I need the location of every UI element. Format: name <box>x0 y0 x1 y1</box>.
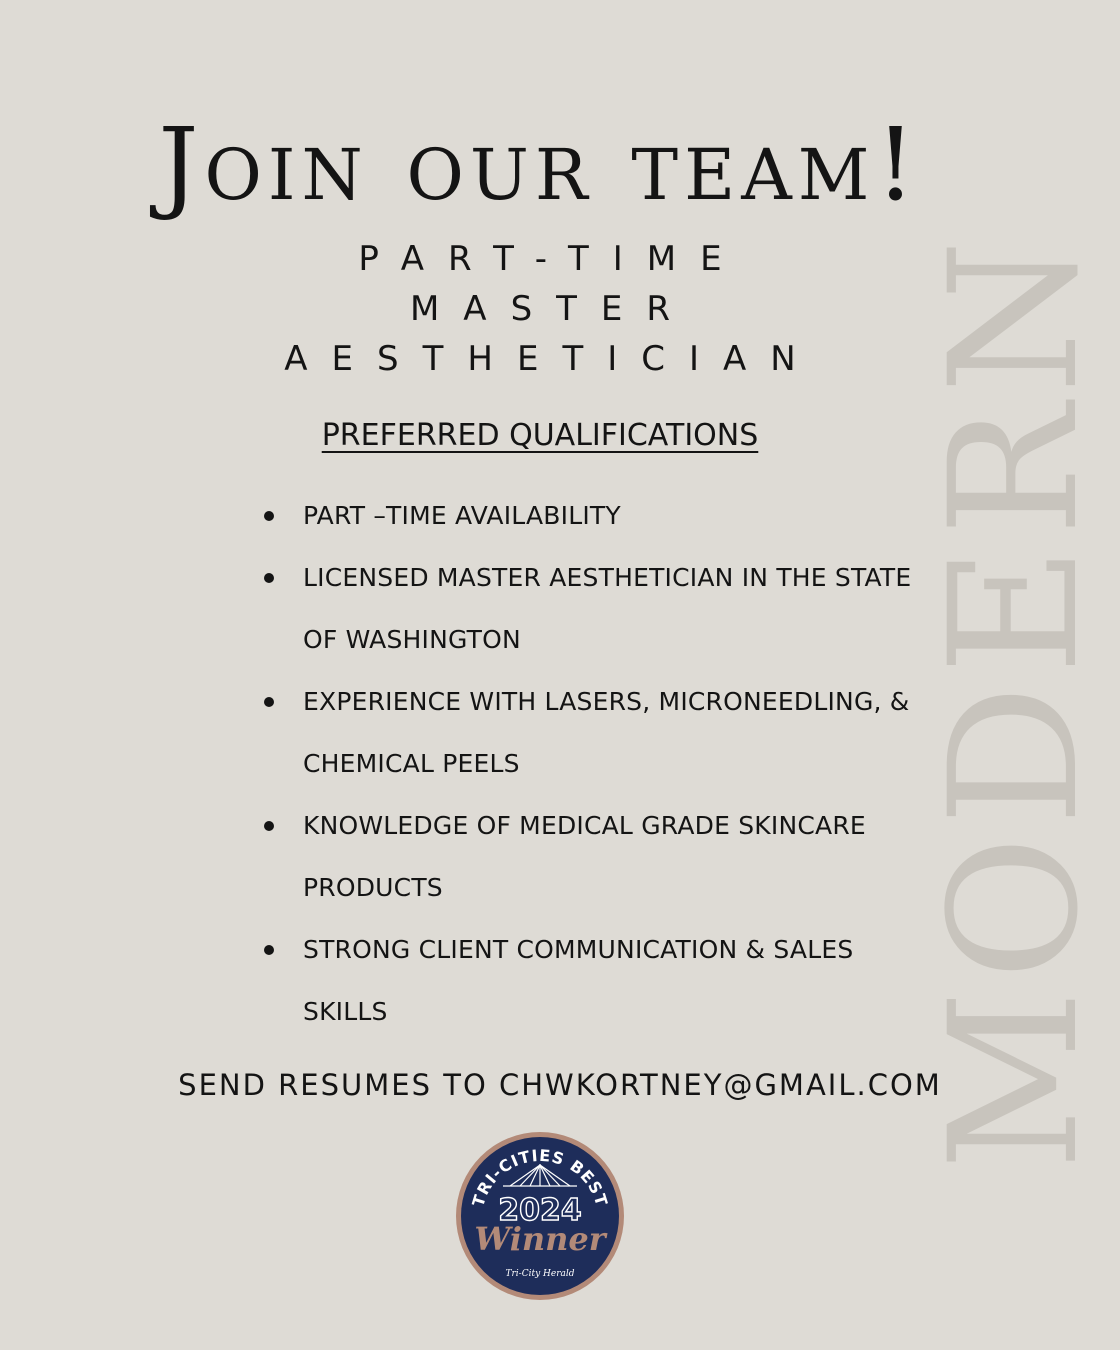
badge-publisher: Tri-City Herald <box>505 1269 575 1279</box>
bullet-icon <box>264 511 274 521</box>
qualification-item <box>262 795 912 919</box>
bullet-icon <box>264 697 274 707</box>
qualification-text: STRONG CLIENT COMMUNICATION & SALES SKILLS <box>303 935 854 1026</box>
job-title <box>0 234 1080 384</box>
qualification-text: PART –TIME AVAILABILITY <box>303 501 621 530</box>
modern-watermark: MODERN <box>912 229 1117 1171</box>
job-title-line-3: AESTHETICIAN <box>284 339 820 379</box>
bullet-icon <box>264 573 274 583</box>
page-title: Join our team! <box>158 106 922 223</box>
bullet-icon <box>264 821 274 831</box>
qualification-text: KNOWLEDGE OF MEDICAL GRADE SKINCARE PRODUCTS <box>303 811 866 902</box>
qualifications-heading: PREFERRED QUALIFICATIONS <box>321 418 759 453</box>
qualification-item <box>262 671 912 795</box>
badge-top-text: TRI-CITIES BEST <box>468 1145 612 1209</box>
job-title-line-2: MASTER <box>409 289 695 329</box>
qualification-item <box>262 919 912 1043</box>
qualifications-list <box>262 485 912 1043</box>
badge-word: Winner <box>474 1220 606 1258</box>
send-resumes-text: SEND RESUMES TO CHWKORTNEY@GMAIL.COM <box>178 1068 942 1102</box>
qualification-text: EXPERIENCE WITH LASERS, MICRONEEDLING, & CHEMICAL PEELS <box>303 687 910 778</box>
qualification-item <box>262 485 912 547</box>
job-title-line-1: PART-TIME <box>358 239 746 279</box>
tri-cities-best-winner-badge <box>455 1131 625 1301</box>
bullet-icon <box>264 945 274 955</box>
qualification-text: LICENSED MASTER AESTHETICIAN IN THE STATE OF WASHINGTON <box>303 563 912 654</box>
qualification-item <box>262 547 912 671</box>
badge-year: 2024 <box>498 1193 582 1228</box>
